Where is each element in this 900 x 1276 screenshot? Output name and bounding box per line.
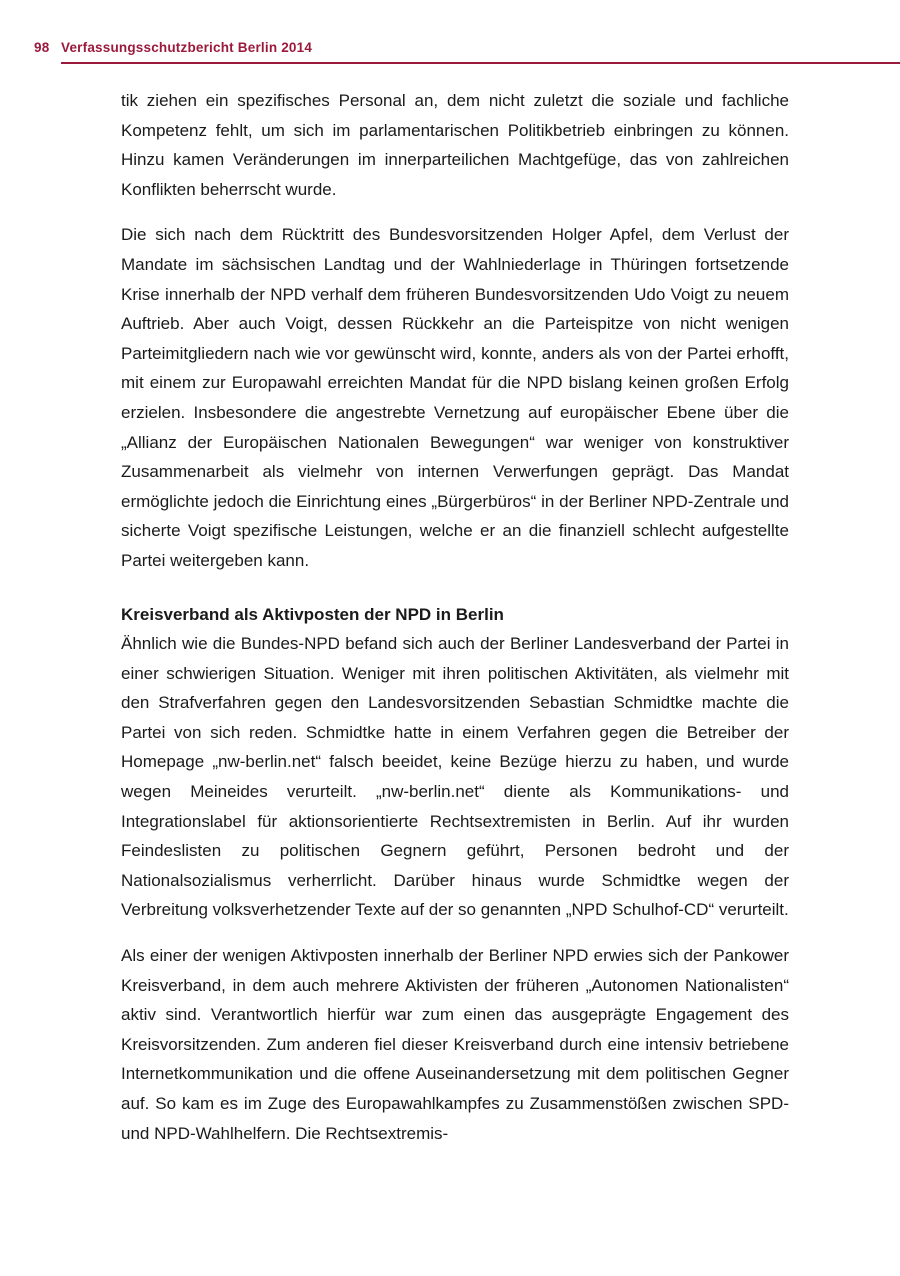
document-body [121,86,789,1148]
running-title: Verfassungsschutzbericht Berlin 2014 [61,40,313,55]
page-number: 98 [34,40,50,55]
header-rule [61,62,900,64]
paragraph: Die sich nach dem Rücktritt des Bundesvorsitzenden Holger Apfel, dem Verlust der Mandate im sächsischen Landtag und der Wahlniederlage in Thüringen fortsetzende Krise innerhalb der NPD verhalf dem früheren Bundesvorsitzenden Udo Voigt zu neuem Auftrieb. Aber auch Voigt, dessen Rückkehr an die Parteispitze von nicht wenigen Parteimitgliedern nach wie vor gewünscht wird, konnte, anders als von der Partei erhofft, mit einem zur Europawahl erreichten Mandat für die NPD bislang keinen großen Erfolg erzielen. Insbesondere die angestrebte Vernetzung auf europäischer Ebene über die „Allianz der Europäischen Nationalen Bewegungen“ war weniger von konstruktiver Zusammenarbeit als vielmehr von internen Verwerfungen geprägt. Das Mandat ermöglichte jedoch die Einrichtung eines „Bürgerbüros“ in der Berliner NPD-Zentrale und sicherte Voigt spezifische Leistungen, welche er an die finanziell schlecht aufgestellte Partei weitergeben kann. [121,225,789,570]
section-heading: Kreisverband als Aktivposten der NPD in Berlin [121,604,504,624]
paragraph: tik ziehen ein spezifisches Personal an, dem nicht zuletzt die soziale und fachliche Kompetenz fehlt, um sich im parlamentarischen Politikbetrieb einbringen zu können. Hinzu kamen Veränderungen im innerparteilichen Machtgefüge, das von zahlreichen Konflikten beherrscht wurde. [121,91,789,199]
paragraph: Als einer der wenigen Aktivposten innerhalb der Berliner NPD erwies sich der Pankower Kreisverband, in dem auch mehrere Aktivisten der früheren „Autonomen Nationalisten“ aktiv sind. Verantwortlich hierfür war zum einen das ausgeprägte Engagement des Kreisvorsitzenden. Zum anderen fiel dieser Kreisverband durch eine intensiv betriebene Internetkommunikation und die offene Auseinandersetzung mit dem politischen Gegner auf. So kam es im Zuge des Europawahlkampfes zu Zusammenstößen zwischen SPD- und NPD-Wahlhelfern. Die Rechtsextremis- [121,946,789,1143]
paragraph: Ähnlich wie die Bundes-NPD befand sich auch der Berliner Landesverband der Partei in einer schwierigen Situation. Weniger mit ihren politischen Aktivitäten, als vielmehr mit den Strafverfahren gegen den Landesvorsitzenden Sebastian Schmidtke machte die Partei von sich reden. Schmidtke hatte in einem Verfahren gegen die Betreiber der Homepage „nw-berlin.net“ falsch beeidet, keine Bezüge hierzu zu haben, und wurde wegen Meineides verurteilt. „nw-berlin.net“ diente als Kommunikations- und Integrationslabel für aktionsorientierte Rechtsextremisten in Berlin. Auf ihr wurden Feindeslisten zu politischen Gegnern geführt, Personen bedroht und der Nationalsozialismus verherrlicht. Darüber hinaus wurde Schmidtke wegen der Verbreitung volksverhetzender Texte auf der so genannten „NPD Schulhof-CD“ verurteilt. [121,634,789,920]
page-header [0,40,900,64]
